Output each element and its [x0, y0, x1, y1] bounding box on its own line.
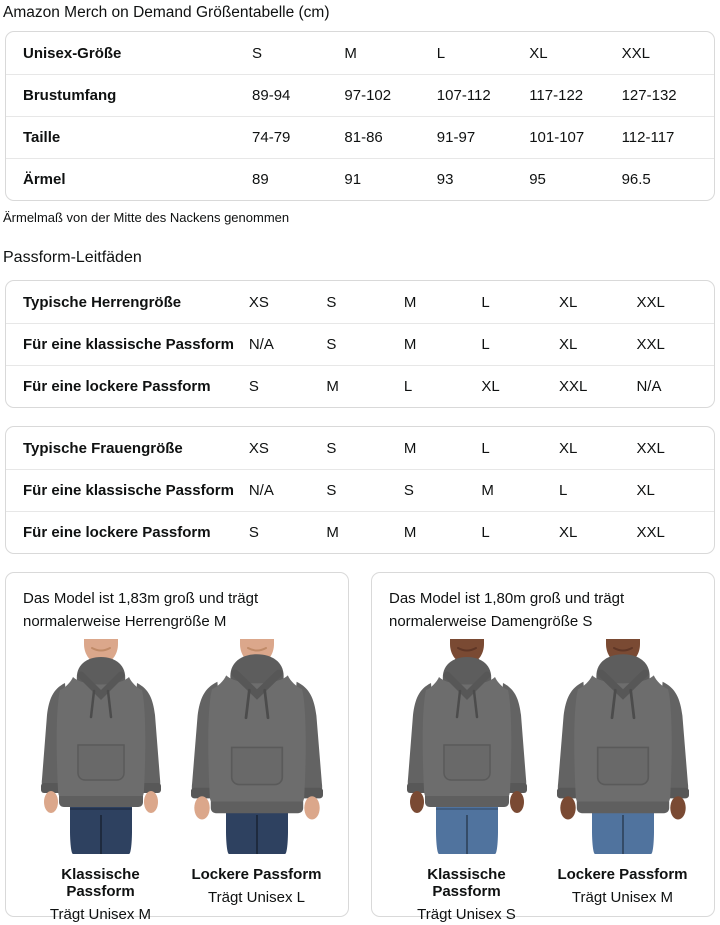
row-label: Für eine lockere Passform — [23, 524, 211, 541]
womens-fit-table — [5, 426, 715, 554]
model-cards-row — [5, 572, 715, 923]
table-header-row — [6, 32, 714, 74]
size-value-cell: XXL — [636, 336, 665, 353]
size-value-cell: XL — [558, 336, 578, 353]
size-value-cell: 81-86 — [344, 129, 383, 146]
size-value-cell: 74-79 — [252, 129, 291, 146]
model-photos — [23, 639, 334, 923]
size-value-cell: 91 — [344, 171, 362, 188]
size-value-cell: L — [481, 336, 490, 353]
size-header-cell: XL — [529, 44, 548, 62]
size-value-cell: 112-117 — [621, 129, 675, 146]
size-header-cell: M — [344, 44, 357, 62]
size-value-cell: XXL — [636, 524, 665, 541]
size-header-cell: L — [436, 44, 446, 62]
table-row — [6, 469, 714, 511]
size-value-cell: XL — [481, 378, 500, 395]
size-value-cell: XL — [558, 524, 578, 541]
table-row — [6, 74, 714, 116]
wears-size-label: Trägt Unisex L — [208, 889, 305, 906]
size-value-cell: XL — [558, 293, 578, 311]
female-loose-fit-hoodie-illustration — [553, 639, 693, 854]
size-value-cell: XL — [558, 439, 578, 457]
table-row — [6, 511, 714, 553]
size-value-cell: L — [481, 524, 490, 541]
male-loose-fit-hoodie-illustration — [187, 639, 327, 854]
size-value-cell: XL — [636, 482, 655, 499]
table-row — [6, 281, 714, 323]
row-label: Typische Frauengröße — [23, 439, 183, 457]
fit-name-label: Klassische Passform — [61, 866, 140, 900]
size-value-cell: M — [403, 336, 417, 353]
size-value-cell: S — [326, 439, 337, 457]
wears-size-label: Trägt Unisex M — [49, 906, 152, 923]
size-value-cell: XS — [248, 439, 269, 457]
size-value-cell: S — [248, 524, 259, 541]
size-value-cell: S — [248, 378, 259, 395]
table-row — [6, 116, 714, 158]
size-value-cell: 101-107 — [529, 129, 585, 146]
table-row — [6, 323, 714, 365]
row-label: Für eine klassische Passform — [23, 482, 234, 499]
mens-fit-table — [5, 280, 715, 408]
size-value-cell: N/A — [248, 336, 274, 353]
size-value-cell: 107-112 — [436, 87, 491, 104]
row-label: Unisex-Größe — [23, 44, 122, 62]
size-value-cell: S — [326, 293, 337, 311]
row-label: Typische Herrengröße — [23, 293, 182, 311]
size-value-cell: S — [403, 482, 414, 499]
size-header-cell: XXL — [621, 44, 650, 62]
page-title: Amazon Merch on Demand Größentabelle (cm) — [3, 4, 330, 21]
row-label: Brustumfang — [23, 87, 117, 104]
size-value-cell: M — [403, 439, 417, 457]
size-value-cell: XS — [248, 293, 269, 311]
fit-name-label: Lockere Passform — [557, 866, 688, 883]
size-value-cell: XXL — [636, 439, 665, 457]
size-value-cell: L — [481, 439, 490, 457]
fit-guides-title: Passform-Leitfäden — [3, 249, 142, 266]
table-row — [6, 365, 714, 407]
size-value-cell: N/A — [636, 378, 662, 395]
size-value-cell: 127-132 — [621, 87, 677, 104]
fit-name-label: Klassische Passform — [427, 866, 506, 900]
male-classic-fit-hoodie-illustration — [31, 639, 171, 854]
model-photo-loose-fit — [552, 639, 694, 923]
size-value-cell: M — [326, 378, 339, 395]
size-value-cell: L — [558, 482, 568, 499]
size-value-cell: L — [403, 378, 413, 395]
size-value-cell: M — [403, 293, 417, 311]
size-value-cell: 97-102 — [344, 87, 392, 104]
size-value-cell: 93 — [436, 171, 454, 188]
fit-name-label: Lockere Passform — [191, 866, 322, 883]
model-photos — [389, 639, 700, 923]
size-value-cell: M — [481, 482, 494, 499]
size-value-cell: 96.5 — [621, 171, 651, 188]
model-photo-loose-fit — [186, 639, 328, 923]
row-label: Taille — [23, 129, 61, 146]
row-label: Ärmel — [23, 171, 66, 188]
size-value-cell: S — [326, 336, 337, 353]
size-value-cell: XXL — [636, 293, 665, 311]
table-row — [6, 427, 714, 469]
model-description: Das Model ist 1,83m groß und trägt normalerweise Herrengröße M — [23, 590, 259, 630]
model-card-male — [5, 572, 349, 923]
row-label: Für eine lockere Passform — [23, 378, 211, 395]
size-value-cell: 91-97 — [436, 129, 476, 146]
female-classic-fit-hoodie-illustration — [397, 639, 537, 854]
size-value-cell: M — [403, 524, 417, 541]
wears-size-label: Trägt Unisex S — [417, 906, 516, 923]
model-photo-classic-fit — [396, 639, 538, 923]
table-row — [6, 158, 714, 200]
model-card-female — [371, 572, 715, 923]
wears-size-label: Trägt Unisex M — [571, 889, 674, 906]
size-value-cell: S — [326, 482, 337, 499]
model-description: Das Model ist 1,80m groß und trägt normalerweise Damengröße S — [389, 590, 625, 630]
unisex-size-table — [5, 31, 715, 201]
size-value-cell: L — [481, 293, 490, 311]
size-value-cell: XXL — [558, 378, 588, 395]
size-value-cell: M — [326, 524, 339, 541]
size-value-cell: 117-122 — [529, 87, 584, 104]
size-header-cell: S — [252, 44, 263, 62]
size-value-cell: N/A — [248, 482, 274, 499]
size-value-cell: 95 — [529, 171, 546, 188]
model-photo-classic-fit — [30, 639, 172, 923]
size-value-cell: 89-94 — [252, 87, 291, 104]
row-label: Für eine klassische Passform — [23, 336, 234, 353]
sleeve-note: Ärmelmaß von der Mitte des Nackens genommen — [3, 210, 290, 225]
size-value-cell: 89 — [252, 171, 269, 188]
